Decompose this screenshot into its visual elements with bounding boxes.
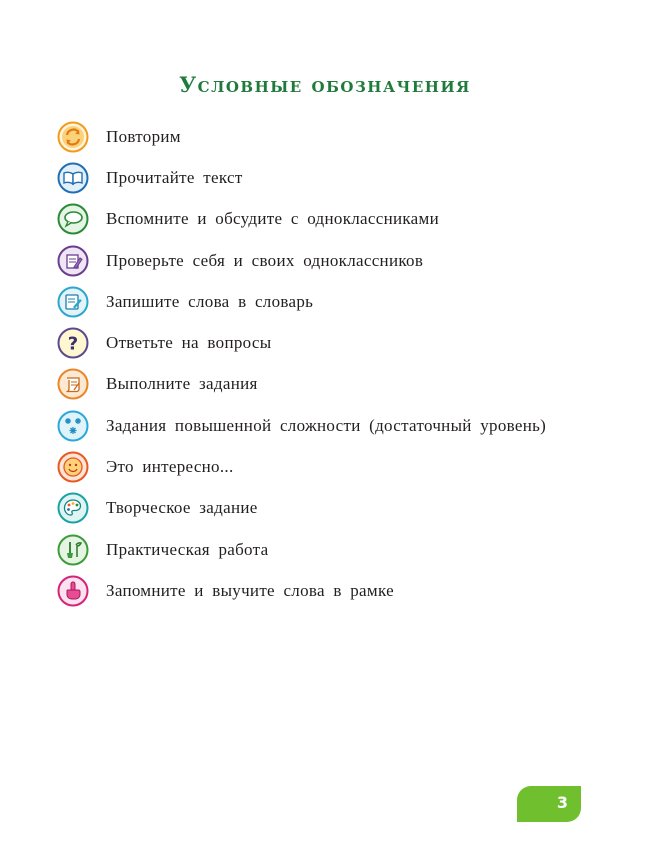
open-book-icon (57, 162, 89, 194)
smiley-icon (57, 451, 89, 483)
legend-label: Прочитайте текст (106, 167, 243, 187)
legend-item (57, 364, 617, 405)
scroll-icon (57, 368, 89, 400)
legend-label: Вспомните и обсудите с одноклассниками (106, 209, 439, 229)
legend-item (57, 322, 617, 363)
legend-label: Запишите слова в словарь (106, 291, 314, 311)
legend-item (57, 405, 617, 446)
snowflake-icon (57, 410, 89, 442)
page-title: Условные обозначения (179, 72, 471, 97)
legend-item (57, 570, 617, 611)
legend-label: Проверьте себя и своих одноклассников (106, 250, 424, 270)
palette-icon (57, 492, 89, 524)
legend-item (57, 199, 617, 240)
page-number-tab (517, 786, 581, 822)
legend-label: Ответьте на вопросы (106, 333, 272, 353)
legend-label: Задания повышенной сложности (достаточный уровень) (106, 415, 547, 435)
legend-item (57, 281, 617, 322)
pointing-finger-icon (57, 575, 89, 607)
legend-label: Выполните задания (106, 374, 258, 394)
legend-item (57, 488, 617, 529)
page-number: 3 (556, 793, 568, 812)
shovel-icon (57, 534, 89, 566)
repeat-icon (57, 121, 89, 153)
notebook-pen-icon (57, 286, 89, 318)
pencil-paper-icon (57, 245, 89, 277)
legend-item (57, 116, 617, 157)
legend-item (57, 529, 617, 570)
legend-label: Запомните и выучите слова в рамке (106, 580, 394, 600)
legend-item (57, 157, 617, 198)
legend-item (57, 240, 617, 281)
svg-text:?: ? (67, 333, 79, 355)
legend-label: Практическая работа (106, 539, 269, 559)
speech-bubble-icon (57, 203, 89, 235)
legend-label: Творческое задание (106, 498, 258, 518)
question-mark-icon (57, 327, 89, 359)
legend-label: Повторим (106, 126, 181, 146)
legend-list (57, 116, 617, 612)
legend-label: Это интересно... (106, 457, 234, 477)
legend-item (57, 446, 617, 487)
